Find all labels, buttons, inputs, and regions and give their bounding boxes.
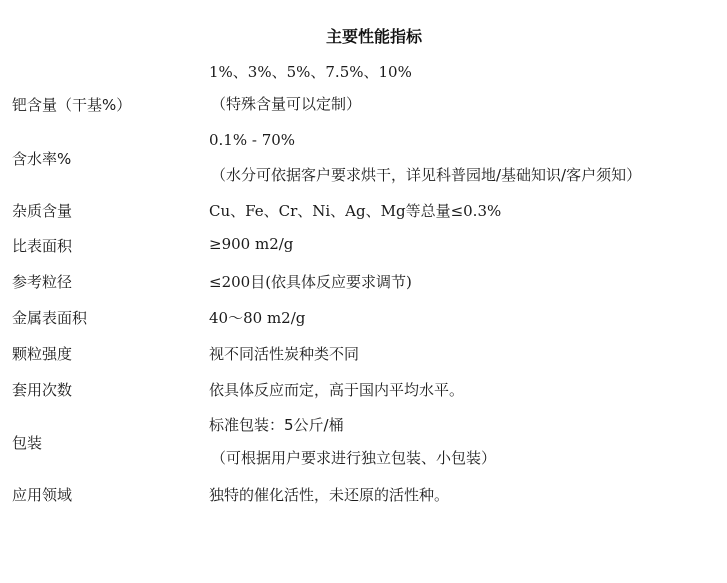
spec-label-particle-size: 参考粒径	[12, 273, 73, 291]
spec-note-moisture: （水分可依据客户要求烘干，详见科普园地/基础知识/客户须知）	[211, 166, 642, 184]
spec-value-specific-surface-area: ≥900 m2/g	[209, 235, 294, 253]
spec-label-application-field: 应用领域	[12, 486, 73, 504]
spec-value-packaging: 标准包装：5公斤/桶	[209, 416, 344, 434]
spec-label-metal-surface-area: 金属表面积	[12, 309, 88, 327]
spec-label-reuse-count: 套用次数	[12, 381, 73, 399]
spec-label-impurities: 杂质含量	[12, 202, 73, 220]
spec-value-impurities: Cu、Fe、Cr、Ni、Ag、Mg等总量≤0.3%	[209, 202, 502, 220]
spec-value-metal-surface-area: 40～80 m2/g	[209, 309, 306, 327]
page-title: 主要性能指标	[325, 27, 422, 46]
spec-label-specific-surface-area: 比表面积	[12, 237, 73, 255]
spec-note-packaging: （可根据用户要求进行独立包装、小包装）	[211, 449, 497, 467]
spec-value-particle-size: ≤200目(依具体反应要求调节)	[209, 273, 412, 291]
spec-value-palladium-content: 1%、3%、5%、7.5%、10%	[209, 63, 412, 81]
spec-label-moisture: 含水率%	[12, 150, 72, 168]
spec-label-packaging: 包装	[12, 434, 43, 452]
spec-value-application-field: 独特的催化活性，未还原的活性种。	[209, 486, 450, 504]
spec-value-particle-strength: 视不同活性炭种类不同	[209, 345, 360, 363]
spec-label-particle-strength: 颗粒强度	[12, 345, 73, 363]
spec-note-palladium-content: （特殊含量可以定制）	[211, 95, 362, 113]
spec-label-palladium-content: 钯含量（干基%）	[12, 96, 132, 114]
spec-value-moisture: 0.1% - 70%	[209, 131, 296, 149]
spec-value-reuse-count: 依具体反应而定，高于国内平均水平。	[209, 381, 465, 399]
